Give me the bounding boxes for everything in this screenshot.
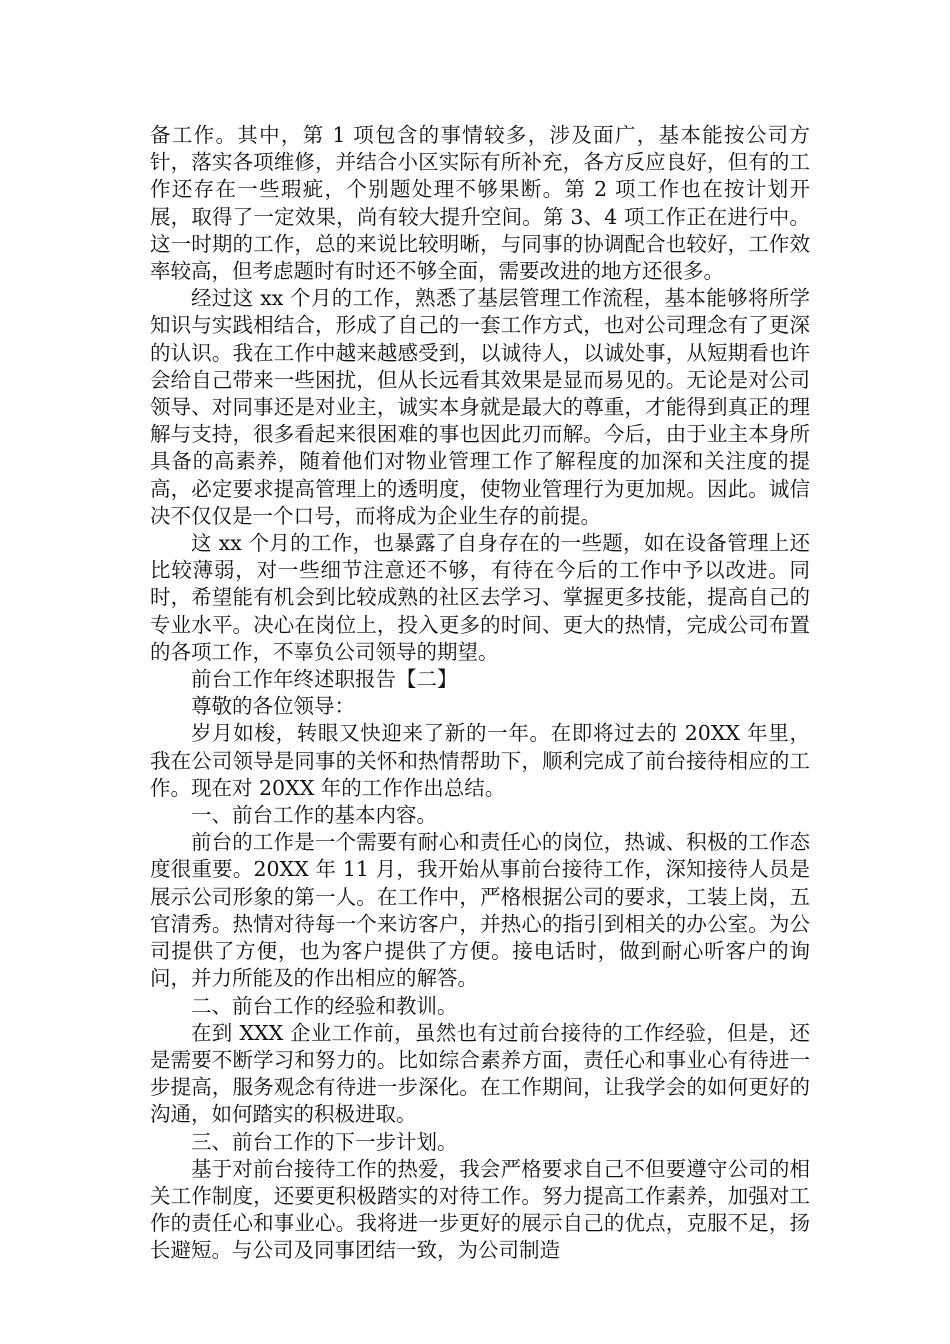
- section-heading: 二、前台工作的经验和教训。: [191, 993, 458, 1018]
- salutation: 尊敬的各位领导：: [191, 694, 355, 719]
- paragraph: 基于对前台接待工作的热爱，我会严格要求自己不但要遵守公司的相关工作制度，还要更积极踏实的对待工作。努力提高工作素养，加强对工作的责任心和事业心。我将进一步更好的展示自己的优点，克服不足，扬长避短。与公司及同事团结一致，为公司制造: [150, 1156, 810, 1263]
- paragraph: 前台的工作是一个需要有耐心和责任心的岗位，热诚、积极的工作态度很重要。20XX 年 11 月，我开始从事前台接待工作，深知接待人员是展示公司形象的第一人。在工作中，严格根据公司的要求，工装上岗，五官清秀。热情对待每一个来访客户，并热心的指引到相关的办公室。为公司提供了方便，也为客户提供了方便。接电话时，做到耐心听客户的询问，并力所能及的作出相应的解答。: [150, 830, 810, 991]
- section-heading: 一、前台工作的基本内容。: [191, 803, 437, 828]
- paragraph: 经过这 xx 个月的工作，熟悉了基层管理工作流程，基本能够将所学知识与实践相结合，形成了自己的一套工作方式，也对公司理念有了更深的认识。我在工作中越来越感受到，以诚待人，以诚处事，从短期看也许会给自己带来一些困扰，但从长远看其效果是显而易见的。无论是对公司领导、对同事还是对业主，诚实本身就是最大的尊重，才能得到真正的理解与支持，很多看起来很困难的事也因此刃而解。今后，由于业主本身所具备的高素养，随着他们对物业管理工作了解程度的加深和关注度的提高，必定要求提高管理上的透明度，使物业管理行为更加规。因此。诚信决不仅仅是一个口号，而将成为企业生存的前提。: [150, 286, 810, 528]
- paragraph: 在到 XXX 企业工作前，虽然也有过前台接待的工作经验，但是，还是需要不断学习和努力的。比如综合素养方面，责任心和事业心有待进一步提高，服务观念有待进一步深化。在工作期间，让我学会的如何更好的沟通，如何踏实的积极进取。: [150, 1020, 810, 1127]
- paragraph: 岁月如梭，转眼又快迎来了新的一年。在即将过去的 20XX 年里，我在公司领导是同事的关怀和热情帮助下，顺利完成了前台接待相应的工作。现在对 20XX 年的工作作出总结。: [150, 721, 810, 800]
- paragraph: 这 xx 个月的工作，也暴露了自身存在的一些题，如在设备管理上还比较薄弱，对一些细节注意还不够，有待在今后的工作中予以改进。同时，希望能有机会到比较成熟的社区去学习、掌握更多技能，提高自己的专业水平。决心在岗位上，投入更多的时间、更大的热情，完成公司布置的各项工作，不辜负公司领导的期望。: [150, 531, 810, 664]
- document-body: [150, 122, 810, 1265]
- paragraph-continuation: 备工作。其中，第 1 项包含的事情较多，涉及面广，基本能按公司方针，落实各项维修，并结合小区实际有所补充，各方反应良好，但有的工作还存在一些瑕疵，个别题处理不够果断。第 2 项工作也在按计划开展，取得了一定效果，尚有较大提升空间。第 3、4 项工作正在进行中。这一时期的工作，总的来说比较明晰，与同事的协调配合也较好，工作效率较高，但考虑题时有时还不够全面，需要改进的地方还很多。: [150, 123, 810, 284]
- section-title: 前台工作年终述职报告【二】: [191, 667, 458, 692]
- section-heading: 三、前台工作的下一步计划。: [191, 1129, 458, 1154]
